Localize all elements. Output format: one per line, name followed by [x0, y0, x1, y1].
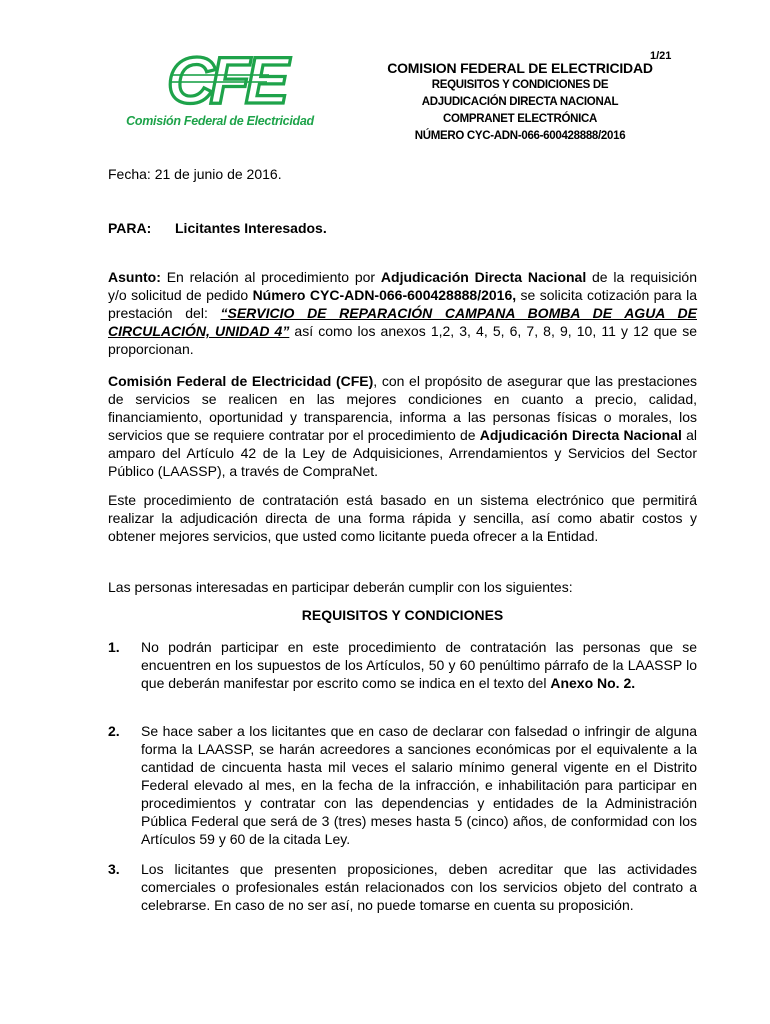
- requirements-intro: Las personas interesadas en participar deberán cumplir con los siguientes:: [108, 579, 573, 595]
- item-body: No podrán participar en este procedimiento de contratación las personas que se encuentren en los supuestos de los Artículos, 50 y 60 penúltimo párrafo de la LAASSP lo que deberán manifestar por escrito como se indica en el texto del: [141, 639, 697, 691]
- page-number: 1/21: [650, 50, 672, 62]
- header-line: ADJUDICACIÓN DIRECTA NACIONAL: [421, 96, 619, 108]
- item-text: Se hace saber a los licitantes que en caso de declarar con falsedad o infringir de alguna forma la LAASSP, se harán acreedores a sanciones económicas por el equivalente a la cantidad de cincuenta hasta mil veces el salario mínimo general vigente en el Distrito Federal elevado al mes, en la fecha de la infracción, e inhabilitación para participar en procedimientos y contratar con las dependencias y entidades de la Administración Pública Federal que será de 3 (tres) meses hasta 5 (cinco) años, de conformidad con los Artículos 59 y 60 de la citada Ley.: [141, 723, 697, 847]
- cfe-procedure: Adjudicación Directa Nacional: [479, 427, 682, 443]
- item-annex: Anexo No. 2.: [550, 675, 636, 691]
- item-number: 3.: [108, 861, 120, 877]
- cfe-text: , con el propósito de asegurar que las prestaciones de servicios se realicen en las mejores condiciones en cuanto a precio, calidad, financiamiento, oportunidad y transparencia, informa a las personas físicas o morales, los servicios que se requiere contratar por el procedimiento de: [108, 373, 697, 443]
- cfe-logo-letters: [165, 43, 284, 117]
- subject-text: En relación al procedimiento por: [160, 269, 381, 285]
- item-text: [141, 638, 697, 692]
- header-title: COMISION FEDERAL DE ELECTRICIDAD: [387, 60, 653, 76]
- recipient-label: PARA:: [108, 220, 152, 236]
- recipient-line: [108, 220, 327, 236]
- document-date: Fecha: 21 de junio de 2016.: [108, 166, 282, 182]
- cfe-name: Comisión Federal de Electricidad (CFE): [108, 373, 374, 389]
- cfe-logo: [125, 43, 315, 138]
- subject-paragraph: [108, 268, 697, 358]
- item-text: Los licitantes que presenten proposiciones, deben acreditar que las actividades comerciales o profesionales están relacionados con los servicios objeto del contrato a celebrarse. En caso de no ser así, no puede tomarse en cuenta su proposición.: [141, 861, 697, 913]
- document-header: [380, 60, 660, 145]
- subject-text: se solicita cotización para la prestación del:: [108, 287, 697, 321]
- requirements-title: REQUISITOS Y CONDICIONES: [301, 607, 504, 623]
- svg-text:CFE: CFE: [167, 43, 284, 117]
- item-number: 2.: [108, 723, 120, 739]
- subject-procedure: Adjudicación Directa Nacional: [380, 269, 587, 285]
- header-line: REQUISITOS Y CONDICIONES DE: [431, 79, 609, 91]
- item-number: 1.: [108, 639, 120, 655]
- procedure-paragraph: Este procedimiento de contratación está basado en un sistema electrónico que permitirá realizar la adjudicación directa de una forma rápida y sencilla, así como abatir costos y obtener mejores servicios, que usted como licitante pueda ofrecer a la Entidad.: [108, 492, 697, 544]
- subject-number: Número CYC-ADN-066-600428888/2016,: [252, 287, 517, 303]
- cfe-text: al amparo del Artículo 42 de la Ley de Adquisiciones, Arrendamientos y Servicios del Sector Público (LAASSP), a través de CompraNet.: [108, 427, 697, 479]
- header-line: COMPRANET ELECTRÓNICA: [442, 113, 598, 125]
- subject-text: de la requisición y/o solicitud de pedido: [108, 269, 698, 303]
- subject-label: Asunto:: [108, 269, 161, 285]
- recipient-value: Licitantes Interesados.: [175, 220, 327, 236]
- logo-company-name: Comisión Federal de Electricidad: [126, 114, 314, 128]
- subject-text: así como los anexos 1,2, 3, 4, 5, 6, 7, 8, 9, 10, 11 y 12 que se proporcionan.: [108, 323, 697, 357]
- header-line: NÚMERO CYC-ADN-066-600428888/2016: [414, 130, 626, 142]
- subject-service: “SERVICIO DE REPARACIÓN CAMPANA BOMBA DE AGUA DE CIRCULACIÓN, UNIDAD 4”: [108, 305, 697, 339]
- cfe-paragraph: [108, 372, 697, 480]
